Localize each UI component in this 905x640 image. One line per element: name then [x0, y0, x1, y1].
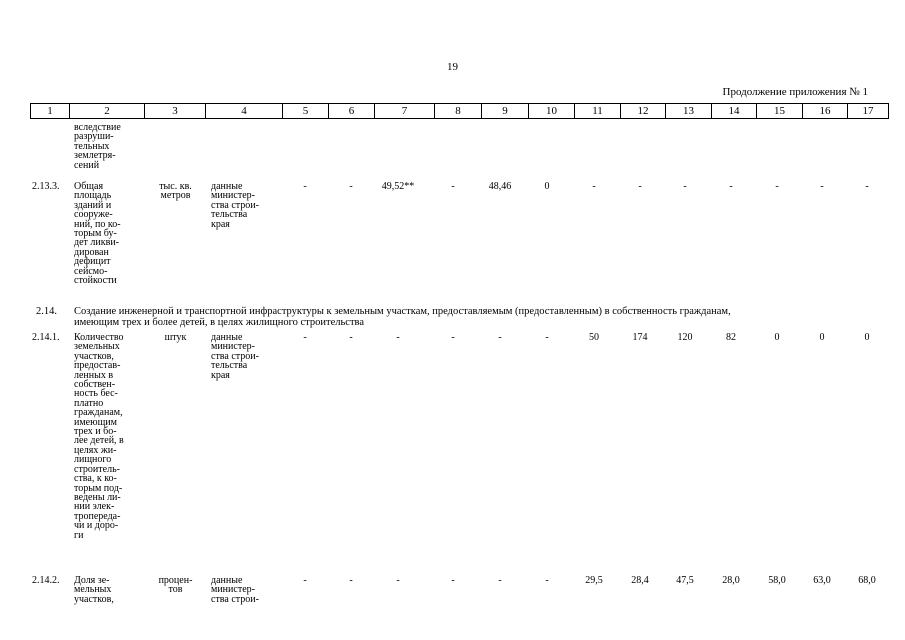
row-number: 2.14.1.	[32, 332, 60, 343]
value-cell: -	[545, 332, 549, 343]
column-header: 11	[575, 104, 621, 119]
row-number: 2.13.3.	[32, 181, 60, 192]
value-cell: -	[592, 181, 596, 192]
indicator-name: Количество земельных участков, предостав- ленных в собствен- ность бес- платно гражданам, имеющим трех и бо- лее детей, в целях жи- лищного строитель- ства, к ко- торым под- ведены ли- нии элек- тропереда- чи и доро- ги	[74, 332, 124, 541]
value-cell: 0	[864, 332, 870, 343]
value-cell: -	[303, 575, 307, 586]
column-header: 5	[283, 104, 329, 119]
unit: штук	[164, 332, 187, 343]
column-header: 10	[529, 104, 575, 119]
value-cell: -	[498, 575, 502, 586]
unit: процен- тов	[158, 575, 193, 596]
column-header: 7	[375, 104, 435, 119]
indicator-name: Общая площадь зданий и сооруже- ний, по ко- торым бу- дет ликви- дирован дефицит сейсмо- стойкости	[74, 181, 121, 287]
value-cell: 28,0	[722, 575, 740, 586]
value-cell: 68,0	[858, 575, 876, 586]
value-cell: -	[349, 575, 353, 586]
value-cell: -	[545, 575, 549, 586]
value-cell: -	[775, 181, 779, 192]
column-header: 13	[666, 104, 712, 119]
value-cell: 28,4	[631, 575, 649, 586]
value-cell: -	[820, 181, 824, 192]
value-cell: -	[396, 575, 400, 586]
column-header-row	[30, 103, 889, 119]
value-cell: -	[396, 332, 400, 343]
column-header: 15	[757, 104, 803, 119]
value-cell: 47,5	[676, 575, 694, 586]
column-header: 1	[31, 104, 70, 119]
value-cell: 58,0	[768, 575, 786, 586]
value-cell: -	[638, 181, 642, 192]
row-fragment-name: вследствие разруши- тельных землетря- сений	[74, 122, 121, 171]
value-cell: 0	[774, 332, 780, 343]
value-cell: 63,0	[813, 575, 831, 586]
value-cell: 120	[677, 332, 693, 343]
value-cell: -	[303, 181, 307, 192]
value-cell: 50	[589, 332, 599, 343]
value-cell: -	[451, 332, 455, 343]
value-cell: -	[349, 332, 353, 343]
unit: тыс. кв. метров	[159, 181, 192, 202]
section-number: 2.14.	[36, 306, 57, 317]
value-cell: -	[451, 181, 455, 192]
column-header: 8	[435, 104, 482, 119]
value-cell: 174	[632, 332, 648, 343]
continuation-label: Продолжение приложения № 1	[722, 86, 868, 98]
section-title: Создание инженерной и транспортной инфраструктуры к земельным участкам, предоставляемым (предоставленным) в собственность гражданам, имеющим трех и более детей, в целях жилищного строительства	[74, 306, 731, 328]
value-cell: -	[498, 332, 502, 343]
column-header: 3	[145, 104, 206, 119]
value-cell: 82	[726, 332, 736, 343]
value-cell: 0	[819, 332, 825, 343]
indicator-name: Доля зе- мельных участков,	[74, 575, 114, 605]
value-cell: 29,5	[585, 575, 603, 586]
column-header: 6	[329, 104, 375, 119]
value-cell: -	[451, 575, 455, 586]
row-number: 2.14.2.	[32, 575, 60, 586]
column-header: 16	[803, 104, 848, 119]
column-header: 4	[206, 104, 283, 119]
value-cell: -	[349, 181, 353, 192]
column-header: 12	[621, 104, 666, 119]
page-number: 19	[447, 61, 458, 73]
value-cell: -	[865, 181, 869, 192]
value-cell: 49,52**	[381, 181, 415, 192]
value-cell: -	[303, 332, 307, 343]
column-header: 17	[848, 104, 889, 119]
data-source: данные министер- ства строи-	[211, 575, 259, 605]
column-header: 14	[712, 104, 757, 119]
value-cell: 0	[544, 181, 550, 192]
column-header: 9	[482, 104, 529, 119]
value-cell: -	[729, 181, 733, 192]
data-source: данные министер- ства строи- тельства края	[211, 332, 259, 381]
value-cell: -	[683, 181, 687, 192]
value-cell: 48,46	[488, 181, 512, 192]
data-source: данные министер- ства строи- тельства края	[211, 181, 259, 230]
column-header: 2	[70, 104, 145, 119]
